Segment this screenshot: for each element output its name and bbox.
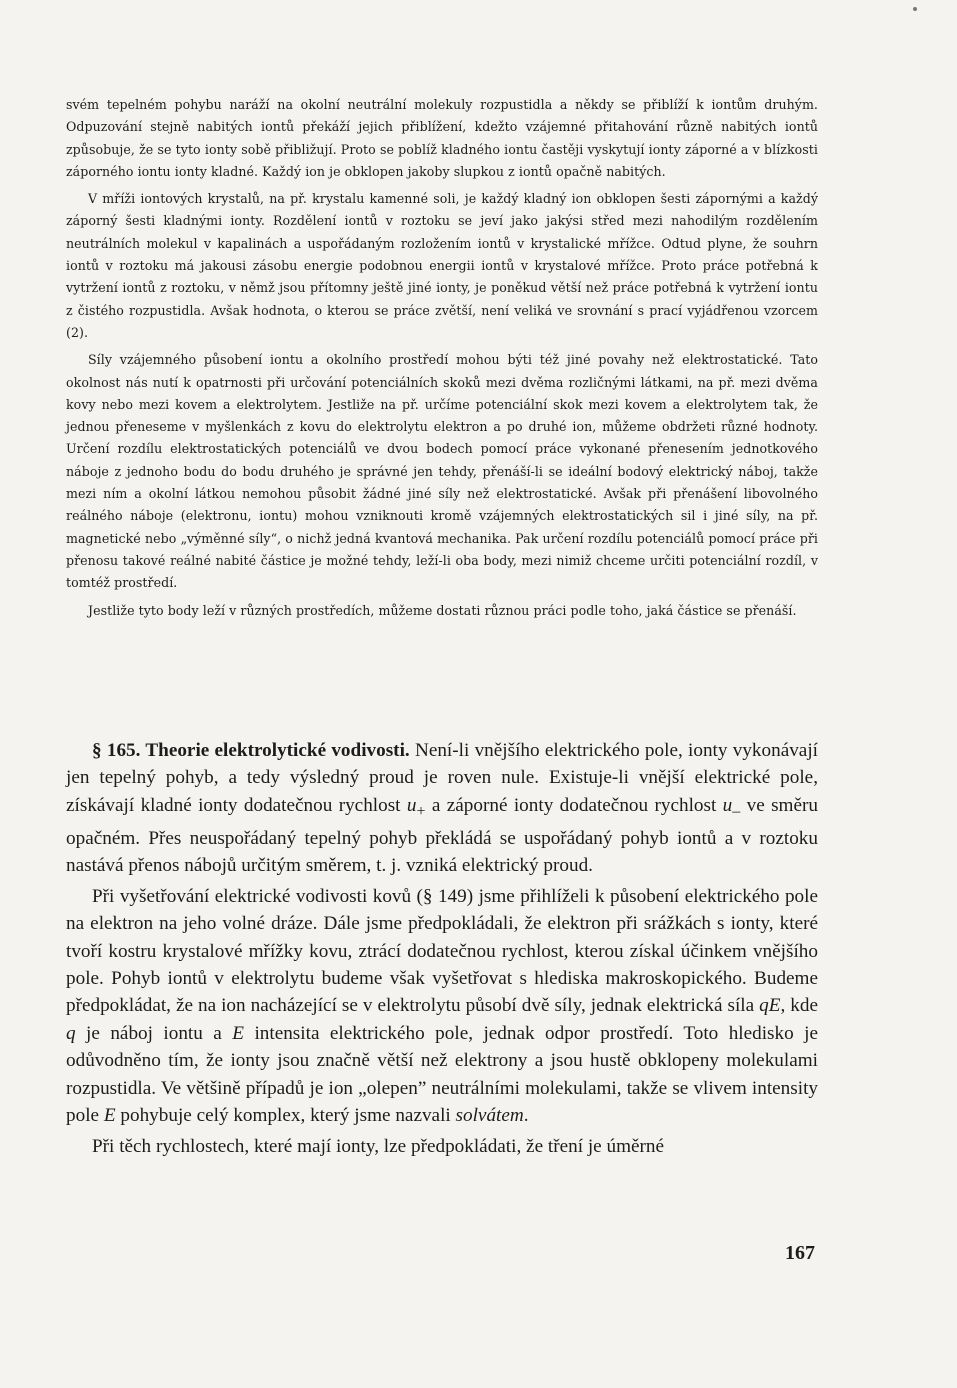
paragraph: Při vyšetřování elektrické vodivosti kovů (§ 149) jsme přihlíželi k působení elektrického pole na elektron na jeho volné dráze. Dále jsme předpokládali, že elektron při srážkách s ionty, které tvoří kostru krystalové mřížky kovu, ztrácí dodatečnou rychlost, kterou získal účinkem vnějšího pole. Pohyb iontů v elektrolytu budeme však vyšetřovat s hlediska makroskopického. Budeme předpokládat, že na ion nacházející se v elektrolytu působí dvě síly, jednak elektrická síla qE, kde q je náboj iontu a E intensita elektrického pole, jednak odpor prostředí. Toto hledisko je odůvodněno tím, že ionty jsou značně větší než elektrony a jsou hustě obklopeny molekulami rozpustidla. Ve většině případů je ion „olepen” neutrálními molekulami, takže se vlivem intensity pole E pohybuje celý komplex, který jsme nazvali solvátem.: [66, 885, 819, 1127]
math-subscript: –: [732, 802, 741, 820]
main-print-section: [66, 737, 818, 1160]
paragraph: svém tepelném pohybu naráží na okolní neutrální molekuly rozpustidla a někdy se přiblíží k iontům druhým. Odpuzování stejně nabitých iontů překáží jejich přiblížení, kdežto vzájemné přitahování různě nabitých iontů způsobuje, že se tyto ionty sobě přibližují. Proto se poblíž kladného iontu častěji vyskytují ionty záporné a v blízkosti záporného iontu ionty kladné. Každý ion je obklopen jakoby slupkou z iontů opačně nabitých.: [66, 97, 818, 179]
math-symbol: q: [66, 1022, 76, 1044]
math-symbol: E: [232, 1022, 244, 1044]
math-symbol: u: [722, 794, 733, 816]
paragraph: Jestliže tyto body leží v různých prostředích, můžeme dostati různou práci podle toho, jaká částice se přenáší.: [88, 602, 797, 618]
paragraph: § 165. Theorie elektrolytické vodivosti. Není-li vnějšího elektrického pole, ionty vykonávají jen tepelný pohyb, a tedy výsledný proud je roven nule. Existuje-li vnější elektrické pole, získávají kladné ionty dodatečnou rychlost $u_+$ a záporné ionty dodatečnou rychlost $u_-$ ve směru opačném. Přes neuspořádaný tepelný pohyb překládá se uspořádaný pohyb iontů a v roztoku nastává přenos nábojů určitým směrem, t. j. vzniká elektrický proud.: [66, 740, 818, 877]
math-symbol: u: [406, 794, 417, 816]
math-symbol: qE: [759, 995, 781, 1017]
paper-speck: [913, 7, 917, 11]
paragraph: V mříži iontových krystalů, na př. krystalu kamenné soli, je každý kladný ion obklopen šesti zápornými a každý záporný šesti kladnými ionty. Rozdělení iontů v roztoku se jeví jako jakýsi střed mezi nahodilým rozdělením neutrálních molekul v kapalinách a uspořádaným rozložením iontů v krystalické mřížce. Odtud plyne, že souhrn iontů v roztoku má jakousi zásobu energie podobnou energii iontů v krystalové mřížce. Proto práce potřebná k vytržení iontů z roztoku, v němž jsou přítomny ještě jiné ionty, je poněkud větší než práce potřebná k vytržení iontu z čistého rozpustidla. Avšak hodnota, o kterou se práce zvětší, není veliká ve srovnání s prací vyjádřenou vzorcem (2).: [66, 191, 818, 340]
math-subscript: +: [416, 802, 426, 820]
paragraph: Síly vzájemného působení iontu a okolního prostředí mohou býti též jiné povahy než elektrostatické. Tato okolnost nás nutí k opatrnosti při určování potenciálních skoků mezi dvěma rozličnými látkami, na př. mezi dvěma kovy nebo mezi kovem a elektrolytem. Jestliže na př. určíme potenciální skok mezi kovem a elektrolytem tak, že jednou přeneseme v myšlenkách z kovu do elektrolytu elektron a po druhé ion, můžeme obdržeti různé hodnoty. Určení rozdílu elektrostatických potenciálů ve dvou bodech pomocí práce vykonané přenesením jednotkového náboje z jednoho bodu do bodu druhého je správné jen tehdy, přenáší-li se ideální bodový elektrický náboj, takže mezi ním a okolní látkou nemohou působit žádné jiné síly než elektrostatické. Avšak při přenášení libovolného reálného náboje (elektronu, iontu) mohou vzniknouti kromě vzájemných elektrostatických sil i jiné síly, na př. magnetické nebo „výměnné síly“, o nichž jedná kvantová mechanika. Pak určení rozdílu potenciálů pomocí práce při přenosu takové reálné nabité částice je možné tehdy, leží-li oba body, mezi nimiž chceme určiti potenciální rozdíl, v tomtéž prostředí.: [66, 352, 818, 591]
section-heading: § 165. Theorie elektrolytické vodivosti.: [92, 740, 410, 761]
small-print-section: [66, 94, 818, 622]
page-number: 167: [785, 1242, 815, 1264]
paragraph: Při těch rychlostech, které mají ionty, lze předpokládati, že tření je úměrné: [92, 1135, 665, 1157]
math-symbol: E: [103, 1105, 116, 1127]
emphasized-term: solvátem: [455, 1105, 524, 1127]
